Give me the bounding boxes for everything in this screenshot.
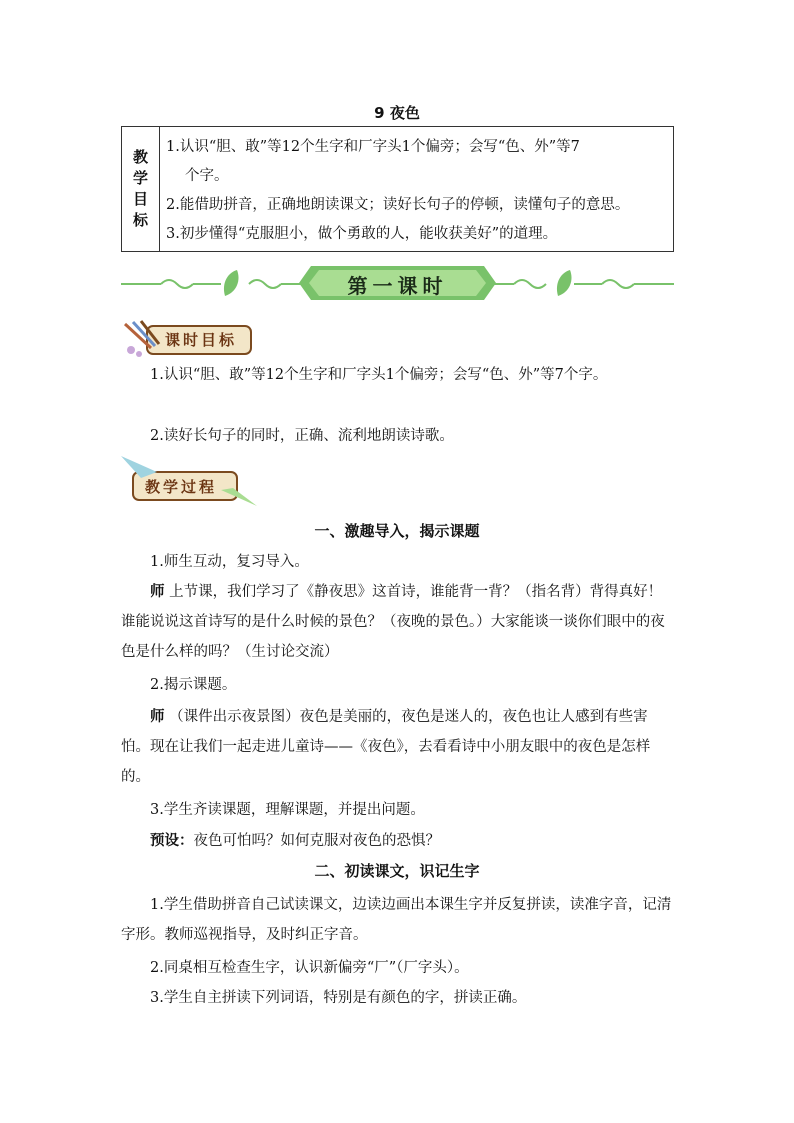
dialogue-text: （课件出示夜景图）夜色是美丽的，夜色是迷人的，夜色也让人感到有些害怕。现在让我们一起走进儿童诗——《夜色》，去看看诗中小朋友眼中的夜色是怎样的。 — [121, 709, 651, 785]
step-text: 3.学生自主拼读下列词语，特别是有颜色的字，拼读正确。 — [150, 990, 527, 1006]
step-text: 1.师生互动，复习导入。 — [150, 554, 309, 570]
lesson-goal-tag — [121, 320, 261, 360]
preset-line — [121, 826, 674, 856]
speaker-label: 师 — [150, 709, 165, 725]
teaching-goals-list — [166, 133, 666, 249]
preset-text: 夜色可怕吗？如何克服对夜色的恐惧？ — [193, 833, 440, 849]
step-text: 2.揭示课题。 — [150, 677, 237, 693]
teacher-dialogue — [121, 702, 674, 792]
banner-label: 第一课时 — [347, 274, 448, 298]
lesson-title: 9 夜色 — [374, 104, 420, 122]
goal-item: 3.初步懂得“克服胆小，做个勇敢的人，能收获美好”的道理。 — [166, 226, 558, 242]
teaching-goals-table — [121, 126, 674, 252]
dialogue-text: 上节课，我们学习了《静夜思》这首诗，谁能背一背？（指名背）背得真好！谁能说说这首诗写的是什么时候的景色？（夜晚的景色。）大家能谈一谈你们眼中的夜色是什么样的吗？（生讨论交流） — [121, 584, 665, 660]
step-text: 2.同桌相互检查生字，认识新偏旁“厂”（厂字头）。 — [150, 960, 469, 976]
header-char: 学 — [132, 169, 148, 187]
lesson-goal-tag-label: 课时目标 — [165, 331, 238, 349]
section-heading: 一、激趣导入，揭示课题 — [314, 522, 480, 540]
speaker-label: 师 — [150, 584, 165, 600]
step-text: 3.学生齐读课题，理解课题，并提出问题。 — [150, 802, 425, 818]
teaching-goals-header — [122, 127, 160, 251]
lesson-banner — [121, 262, 674, 304]
process-tag-label: 教学过程 — [145, 478, 218, 496]
process-tag — [121, 454, 261, 508]
header-char: 目 — [132, 190, 148, 208]
lesson-goal-item: 1.认识“胆、敢”等12个生字和厂字头1个偏旁；会写“色、外”等7个字。 — [150, 367, 608, 383]
lesson-goal-item: 2.读好长句子的同时，正确、流利地朗读诗歌。 — [150, 428, 454, 444]
section-heading: 二、初读课文，识记生字 — [314, 862, 480, 880]
step-text: 1.学生借助拼音自己试读课文，边读边画出本课生字并反复拼读，读准字音，记清字形。教师巡视指导，及时纠正字音。 — [121, 897, 672, 943]
header-char: 标 — [132, 211, 148, 229]
goal-item: 1.认识“胆、敢”等12个生字和厂字头1个偏旁；会写“色、外”等7 — [166, 139, 580, 155]
teacher-dialogue — [121, 577, 674, 667]
goal-item: 2.能借助拼音，正确地朗读课文；读好长句子的停顿，读懂句子的意思。 — [166, 197, 630, 213]
goal-item-continued: 个字。 — [185, 168, 229, 184]
header-char: 教 — [132, 148, 148, 166]
preset-label: 预设： — [150, 833, 194, 849]
